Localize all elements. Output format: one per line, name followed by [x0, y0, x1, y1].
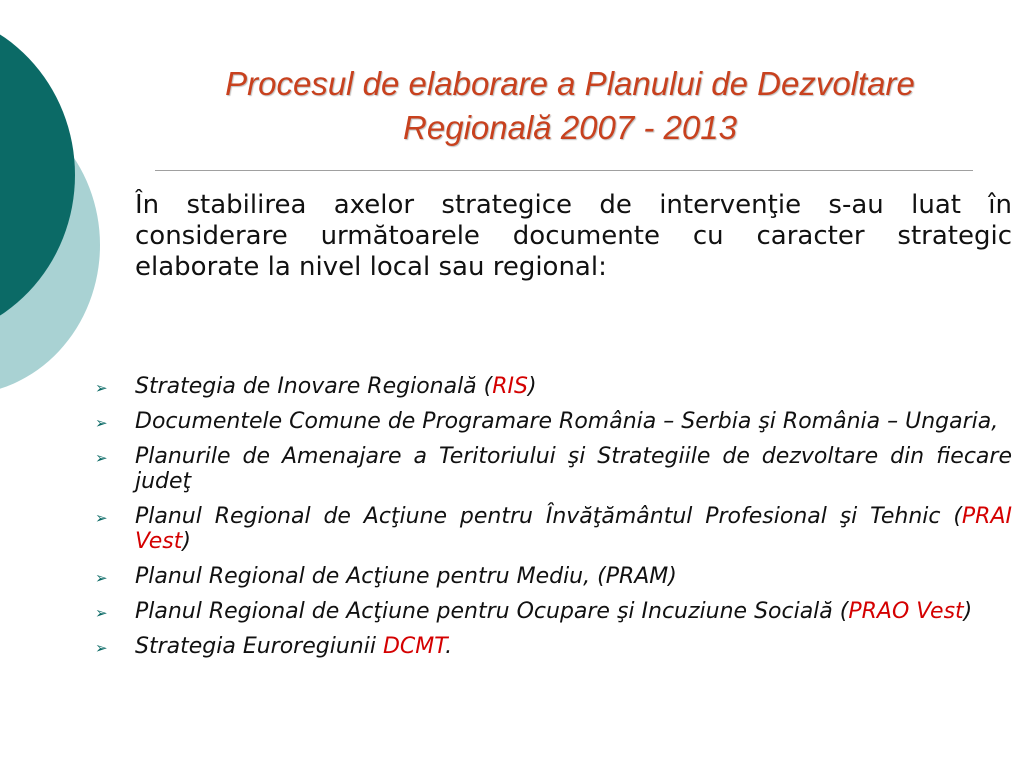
arrow-bullet-icon: ➢	[95, 449, 108, 467]
list-item	[95, 599, 1012, 624]
arrow-bullet-icon: ➢	[95, 379, 108, 397]
list-item-highlight: RIS	[492, 374, 528, 399]
list-item-highlight: PRAI Vest	[135, 504, 1012, 554]
list-item-text: Documentele Comune de Programare România – Serbia şi România – Ungaria,	[135, 409, 999, 434]
list-item-suffix: )	[963, 599, 973, 624]
list-item-highlight: PRAO Vest	[848, 599, 964, 624]
list-item	[95, 374, 1012, 399]
document-list	[95, 374, 1012, 669]
list-item-text: Strategia Euroregiunii	[135, 634, 383, 659]
list-item	[95, 564, 1012, 589]
list-item-suffix: )	[182, 529, 191, 554]
list-item-text: Planul Regional de Acţiune pentru Mediu, (PRAM)	[135, 564, 677, 589]
arrow-bullet-icon: ➢	[95, 639, 108, 657]
slide-title-line-1: Procesul de elaborare a Planului de Dezvoltare	[225, 65, 915, 102]
list-item-highlight: DCMT	[382, 634, 446, 659]
title-divider	[155, 170, 973, 171]
arrow-bullet-icon: ➢	[95, 569, 108, 587]
intro-paragraph: În stabilirea axelor strategice de intervenţie s-au luat în considerare următoarele documente cu caracter strategic elaborate la nivel local sau regional:	[135, 190, 1012, 282]
arrow-bullet-icon: ➢	[95, 509, 108, 527]
slide-title-line-2: Regională 2007 - 2013	[403, 109, 737, 146]
list-item-text: Planul Regional de Acţiune pentru Învăţământul Profesional şi Tehnic (	[135, 504, 962, 529]
list-item-suffix: .	[445, 634, 453, 659]
list-item-text: Strategia de Inovare Regională (	[135, 374, 493, 399]
list-item	[95, 444, 1012, 494]
arrow-bullet-icon: ➢	[95, 414, 108, 432]
list-item-text: Planul Regional de Acţiune pentru Ocupare şi Incuziune Socială (	[135, 599, 849, 624]
list-item	[95, 504, 1012, 554]
slide-title	[120, 62, 1020, 150]
list-item	[95, 409, 1012, 434]
list-item	[95, 634, 1012, 659]
arrow-bullet-icon: ➢	[95, 604, 108, 622]
list-item-suffix: )	[528, 374, 537, 399]
list-item-text: Planurile de Amenajare a Teritoriului şi Strategiile de dezvoltare din fiecare judeţ	[135, 444, 1012, 494]
